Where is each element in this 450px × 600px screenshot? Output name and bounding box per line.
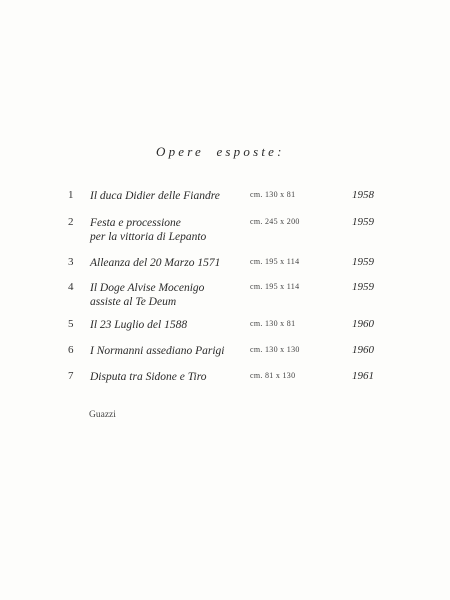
work-title xyxy=(90,281,250,309)
work-year: 1959 xyxy=(352,256,374,268)
work-title-line: Il 23 Luglio del 1588 xyxy=(90,319,188,331)
work-number: 2 xyxy=(68,216,74,228)
work-title-line: Festa e processione xyxy=(90,217,181,229)
work-year: 1960 xyxy=(352,344,374,356)
work-number: 4 xyxy=(68,281,74,293)
work-year: 1961 xyxy=(352,370,374,382)
work-title xyxy=(90,256,250,270)
work-year: 1958 xyxy=(352,189,374,201)
work-size: cm. 130 x 81 xyxy=(250,319,296,328)
work-size: cm. 130 x 81 xyxy=(250,190,296,199)
work-number: 3 xyxy=(68,256,74,268)
work-title xyxy=(90,216,250,244)
work-title-line: Alleanza del 20 Marzo 1571 xyxy=(90,257,221,269)
work-title-line: I Normanni assediano Parigi xyxy=(90,345,225,357)
work-year: 1959 xyxy=(352,281,374,293)
page-heading: Opere esposte: xyxy=(156,144,285,159)
work-number: 5 xyxy=(68,318,74,330)
work-title-line: Il duca Didier delle Fiandre xyxy=(90,190,220,202)
work-title xyxy=(90,344,250,358)
work-size: cm. 195 x 114 xyxy=(250,282,300,291)
work-size: cm. 130 x 130 xyxy=(250,345,300,354)
work-title-line: per la vittoria di Lepanto xyxy=(90,231,207,243)
work-title-line: Il Doge Alvise Mocenigo xyxy=(90,282,205,294)
work-title-line: Disputa tra Sidone e Tiro xyxy=(90,371,207,383)
work-number: 1 xyxy=(68,189,74,201)
work-title xyxy=(90,370,250,384)
work-number: 6 xyxy=(68,344,74,356)
work-title xyxy=(90,189,250,203)
work-size: cm. 195 x 114 xyxy=(250,257,300,266)
work-size: cm. 81 x 130 xyxy=(250,371,296,380)
work-year: 1959 xyxy=(352,216,374,228)
work-size: cm. 245 x 200 xyxy=(250,217,300,226)
technique-note: Guazzi xyxy=(89,410,116,420)
work-number: 7 xyxy=(68,370,74,382)
work-title-line: assiste al Te Deum xyxy=(90,296,177,308)
work-year: 1960 xyxy=(352,318,374,330)
work-title xyxy=(90,318,250,332)
